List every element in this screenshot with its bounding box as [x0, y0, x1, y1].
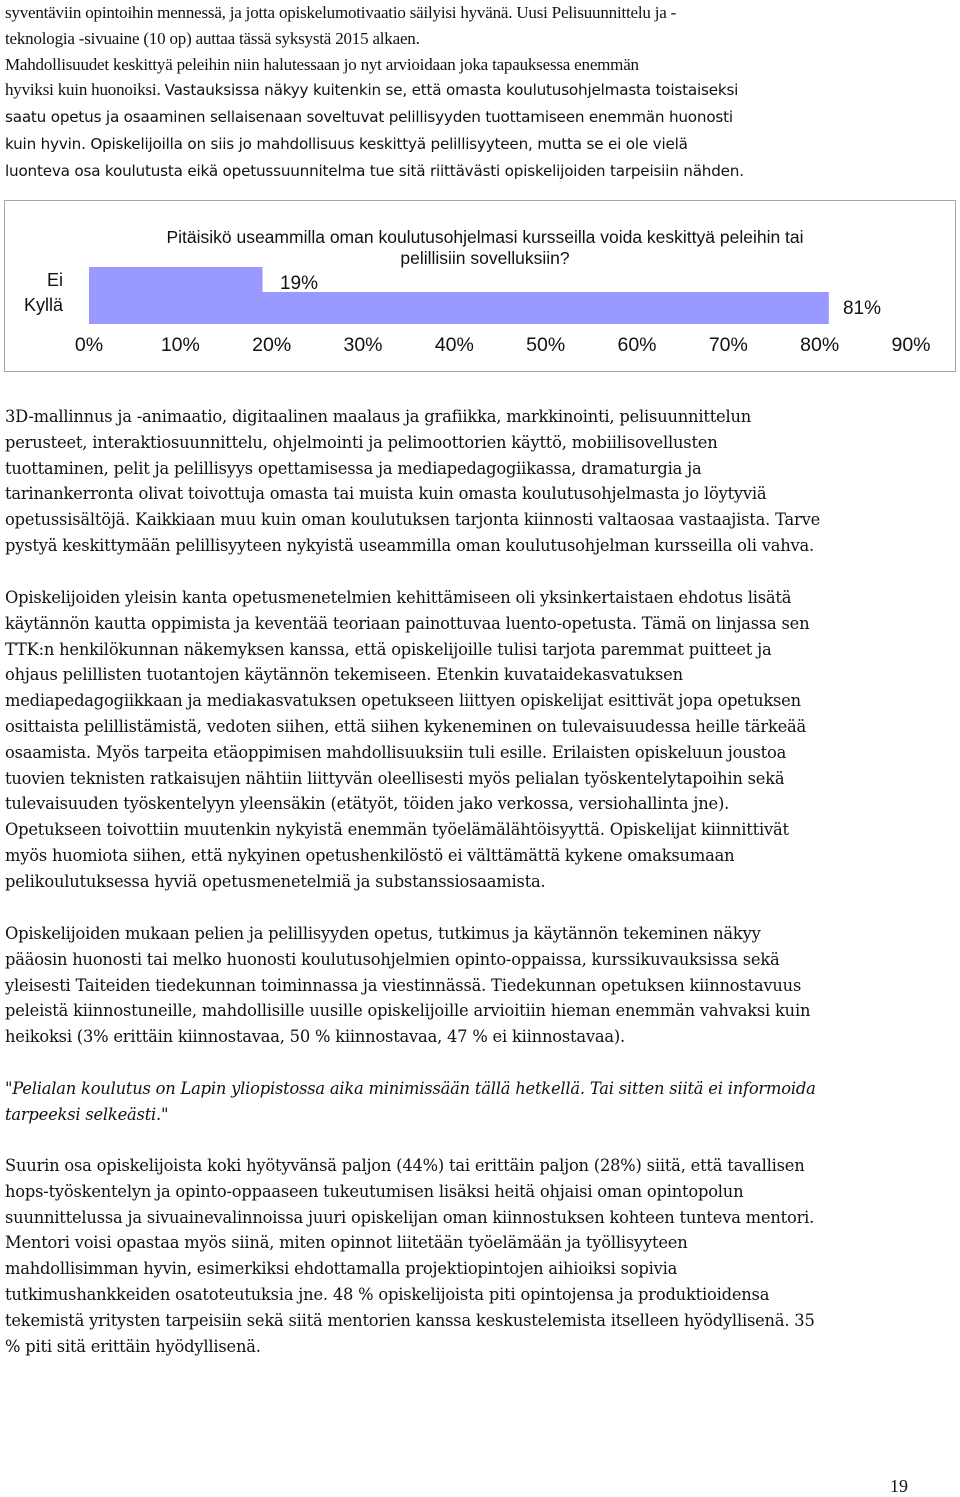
intro-line: Vastauksissa näkyy kuitenkin se, että omasta koulutusohjelmasta toistaiseksi — [164, 81, 739, 100]
paragraph-teaching-methods: Opiskelijoiden yleisin kanta opetusmenetelmien kehittämiseen oli yksinkertaistaen ehdotus lisätä käytännön kautta oppimista ja keventää teoriaan painottuvaa luento-opetusta. Tämä on linjassa sen TTK:n henkilökunnan näkemyksen kanssa, että opiskelijoille tulisi tarjota paremmat puitteet ja ohjaus pelillisten tuotantojen käytännön tekemiseen. Etenkin kuvataidekasvatuksen mediapedagogiikkaan ja mediakasvatuksen opetukseen liittyen opiskelijat esittivät jopa opetuksen osittaista pelillistämistä, vedoten siihen, että siihen kykeneminen on tulevaisuudessa heille tärkeää osaamista. Myös tarpeita etäoppimisen mahdollisuuksiin tuli esille. Erilaisten opiskeluun joustoa tuovien teknisten ratkaisujen nähtiin liittyvän oleellisesti myös pelialan työskentelytapoihin sekä tulevaisuuden työskentelyyn yleensäkin (etätyöt, töiden jako verkossa, versiohallinta jne). Opetukseen toivottiin muutenkin nykyistä enemmän työelämälähtöisyyttä. Opiskelijat kiinnittivät myös huomiota siihen, että nykyinen opetushenkilöstö ei välttämättä kykene omaksumaan pelikoulutuksessa hyviä opetusmenetelmiä ja substanssiosaamista. — [5, 588, 810, 891]
intro-paragraph — [5, 0, 744, 185]
intro-line: syventäviin opintoihin mennessä, ja jotta opiskelumotivaatio säilyisi hyvänä. Uusi Pelisuunnittelu ja - — [5, 3, 677, 22]
data-label: 19% — [279, 273, 319, 294]
x-tick-label: 30% — [343, 334, 383, 356]
x-tick-label: 70% — [708, 334, 748, 356]
intro-line: Mahdollisuudet keskittyä peleihin niin halutessaan jo nyt arvioidaan joka tapauksessa enemmän — [5, 54, 639, 74]
intro-rest: saatu opetus ja osaaminen sellaisenaan soveltuvat pelillisyyden tuottamiseen enemmän huonosti kuin hyvin. Opiskelijoilla on siis jo mahdollisuus keskittyä pelillisyyteen, mutta se ei ole vielä luonteva osa koulutusta eikä opetussuunnitelma tue sitä riittävästi opiskelijoiden tarpeisiin nähden. — [5, 108, 744, 180]
data-label: 81% — [842, 298, 882, 319]
bar-chart — [4, 200, 956, 372]
intro-line: hyviksi kuin huonoiksi. — [5, 80, 165, 100]
x-tick-label: 90% — [891, 334, 931, 356]
chart-title: pelillisiin sovelluksiin? — [400, 248, 570, 268]
chart-title: Pitäisikö useammilla oman koulutusohjelmasi kursseilla voida keskittyä peleihin tai — [166, 227, 804, 247]
page-number: 19 — [890, 1476, 908, 1496]
x-tick-label: 60% — [617, 334, 657, 356]
paragraph-visibility: Opiskelijoiden mukaan pelien ja pelillisyyden opetus, tutkimus ja käytännön tekeminen näkyy pääosin huonosti tai melko huonosti koulutusohjelmien opinto-oppaissa, kurssikuvauksissa sekä yleisesti Taiteiden tiedekunnan toiminnassa ja viestinnässä. Tiedekunnan opetuksen kiinnostavuus peleistä kiinnostuneille, mahdollisille uusille opiskelijoille arvioitiin hieman enemmän vahvaksi kuin heikoksi (3% erittäin kiinnostavaa, 50 % kiinnostavaa, 47 % ei kiinnostavaa). — [5, 924, 811, 1047]
category-label: Ei — [46, 270, 63, 290]
x-tick-label: 40% — [434, 334, 474, 356]
x-tick-label: 10% — [160, 334, 200, 356]
paragraph-mentoring: Suurin osa opiskelijoista koki hyötyvänsä paljon (44%) tai erittäin paljon (28%) siitä, että tavallisen hops-työskentelyn ja opinto-oppaaseen tukeutumisen lisäksi heitä ohjaisi oman opintopolun suunnittelussa ja sivuainevalinnoissa juuri opiskelijan oman kiinnostuksen kohteen tunteva mentori. Mentori voisi opastaa myös siinä, miten opinnot liitetään työelämään ja työllisyyteen mahdollisimman hyvin, esimerkiksi ehdottamalla projektiopintojen aihioiksi sopivia tutkimushankkeiden osatoteutuksia jne. 48 % opiskelijoista piti opintojensa ja produktioidensa tekemistä yritysten tarpeisiin sekä siitä mentorien kanssa keskustelemista itselleen hyödyllisenä. 35 % piti sitä erittäin hyödyllisenä. — [5, 1156, 815, 1356]
paragraph-course-content: 3D-mallinnus ja -animaatio, digitaalinen maalaus ja grafiikka, markkinointi, pelisuunnittelun perusteet, interaktiosuunnittelu, ohjelmointi ja pelimoottorien käyttö, mobiilisovellusten tuottaminen, pelit ja pelillisyys opettamisessa ja mediapedagogiikassa, dramaturgia ja tarinankerronta olivat toivottuja omasta tai muista kuin omasta koulutusohjelmasta jo löytyviä opetussisältöjä. Kaikkiaan muu kuin oman koulutuksen tarjonta kiinnosti valtaosaa vastaajista. Tarve pystyä keskittymään pelillisyyteen nykyistä useammilla oman koulutusohjelman kursseilla oli vahva. — [5, 407, 821, 555]
bar-kyllä — [89, 292, 829, 324]
chart-canvas — [5, 201, 955, 371]
category-label: Kyllä — [23, 295, 63, 315]
x-tick-label: 20% — [252, 334, 292, 356]
intro-line: teknologia -sivuaine (10 op) auttaa tässä syksystä 2015 alkaen. — [5, 28, 420, 48]
x-tick-label: 80% — [800, 334, 840, 356]
x-tick-label: 50% — [526, 334, 566, 356]
quote-paragraph: "Pelialan koulutus on Lapin yliopistossa aika minimissään tällä hetkellä. Tai sitten siitä ei informoida tarpeeksi selkeästi." — [5, 1079, 816, 1124]
x-tick-label: 0% — [74, 334, 104, 356]
